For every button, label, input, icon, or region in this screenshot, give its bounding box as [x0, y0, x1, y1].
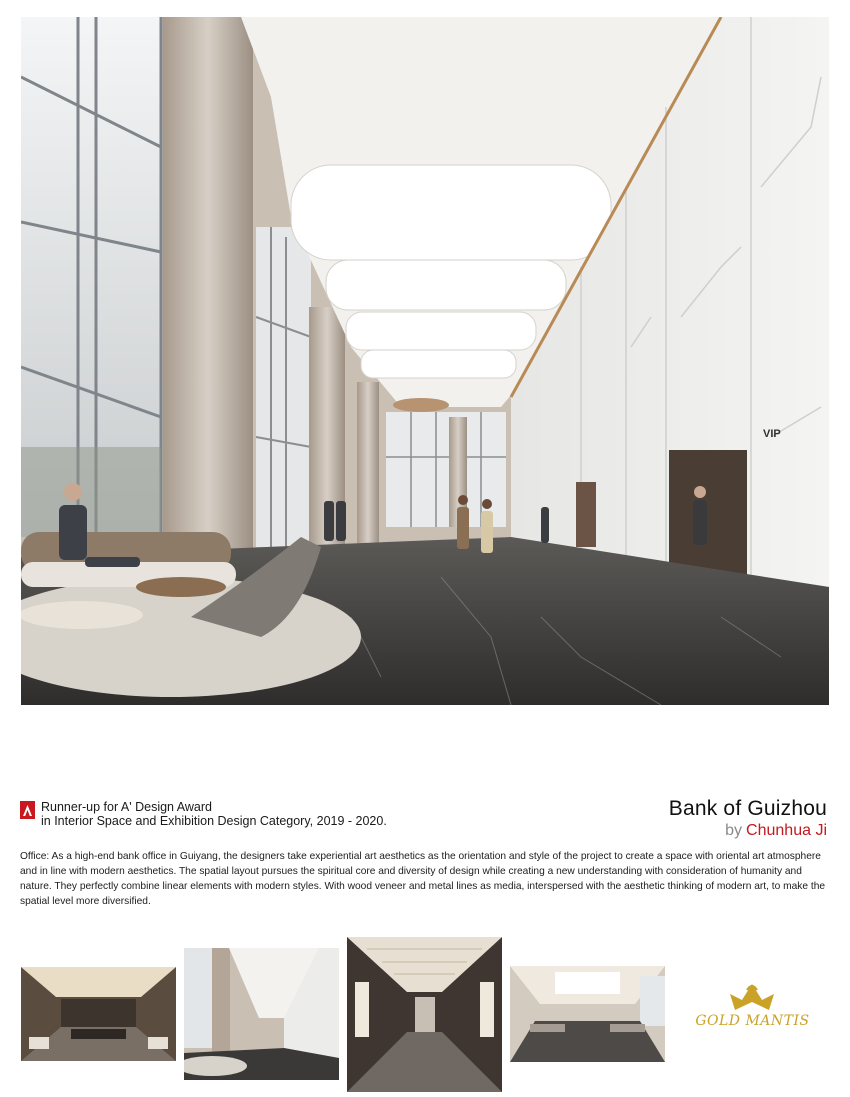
- award-line-2: in Interior Space and Exhibition Design Category, 2019 - 2020.: [41, 814, 387, 828]
- title-block: [669, 797, 827, 841]
- award-notice: [20, 800, 387, 828]
- hero-image: [21, 17, 829, 705]
- gold-mantis-logo: [695, 980, 810, 1040]
- project-description: Office: As a high-end bank office in Guiyang, the designers take experiential art aesthetics as the orientation and style of the project to create a space with oriental art atmosphere and in line with modern aesthetics. The spatial layout pursues the spiritual core and diversity of design while creating a new understanding with consideration of humanity and nature. They perfectly combine linear elements with modern styles. With wood veneer and metal lines as media, interspersed with the aesthetic thinking of modern art, to make the spatial level more diversified.: [20, 851, 826, 907]
- designer-by-label: by: [725, 822, 743, 839]
- a-design-award-icon: [20, 801, 35, 819]
- gold-mantis-wordmark: GOLD MANTIS: [695, 1013, 810, 1029]
- designer-line: [669, 821, 827, 841]
- project-title: Bank of Guizhou: [668, 797, 827, 820]
- thumbnail-corridor: [347, 937, 502, 1092]
- mantis-emblem-icon: [695, 980, 810, 1016]
- vip-sign: VIP: [763, 428, 781, 440]
- thumbnail-conference-room: [21, 967, 176, 1061]
- thumbnail-lobby: [184, 948, 339, 1080]
- thumbnail-open-office: [510, 966, 665, 1062]
- award-line-1: Runner-up for A' Design Award: [41, 800, 213, 814]
- designer-name: Chunhua Ji: [746, 822, 827, 839]
